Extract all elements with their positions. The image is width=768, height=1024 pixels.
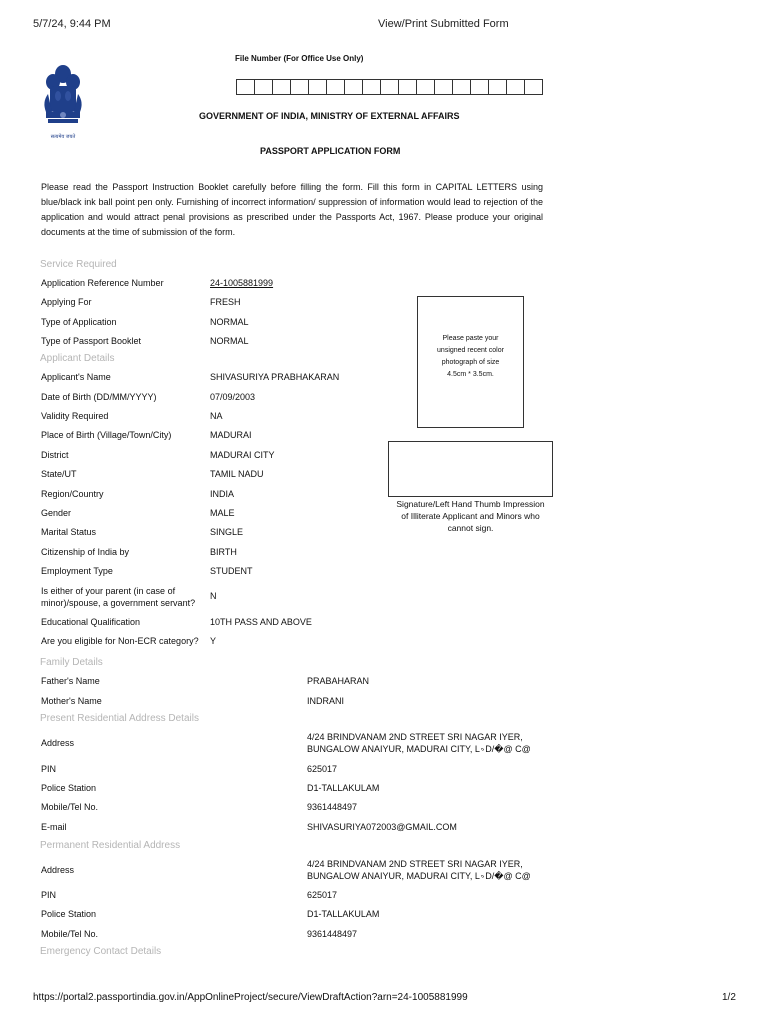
district-value: MADURAI CITY [210,450,275,460]
gender-label: Gender [41,508,72,518]
permanent-police-value: D1-TALLAKULAM [307,909,380,919]
father-name-label: Father's Name [41,676,100,686]
place-of-birth-label: Place of Birth (Village/Town/City) [41,430,172,440]
present-pin-label: PIN [41,764,57,774]
marital-status-value: SINGLE [210,527,244,537]
section-emergency-contact: Emergency Contact Details [40,946,162,957]
marital-status-label: Marital Status [41,527,97,537]
booklet-type-label: Type of Passport Booklet [41,336,142,346]
non-ecr-label: Are you eligible for Non-ECR category? [41,636,199,646]
validity-label: Validity Required [41,411,109,421]
citizenship-label: Citizenship of India by [41,547,130,557]
footer-url[interactable]: https://portal2.passportindia.gov.in/AppOnlineProject/secure/ViewDraftAction?arn=24-1005881999 [33,992,468,1003]
present-address-value: 4/24 BRINDVANAM 2ND STREET SRI NAGAR IYER, BUNGALOW ANAIYUR, MADURAI CITY, L꠶D/�@ C@ [307,732,531,754]
photo-instructions: Please paste your unsigned recent color photograph of size 4.5cm * 3.5cm. [437,335,504,378]
signature-instructions: Signature/Left Hand Thumb Impression of Illiterate Applicant and Minors who cannot sign. [396,499,545,533]
present-police-value: D1-TALLAKULAM [307,783,380,793]
employment-type-label: Employment Type [41,566,113,576]
section-service-required: Service Required [40,259,117,270]
print-page-title: View/Print Submitted Form [378,18,509,30]
employment-type-value: STUDENT [210,566,253,576]
print-datetime: 5/7/24, 9:44 PM [33,18,111,30]
citizenship-value: BIRTH [210,547,237,557]
section-applicant-details: Applicant Details [40,353,115,364]
permanent-address-label: Address [41,865,75,875]
gender-value: MALE [210,508,235,518]
applying-for-label: Applying For [41,297,92,307]
present-pin-value: 625017 [307,764,338,774]
permanent-mobile-label: Mobile/Tel No. [41,929,99,939]
father-name-value: PRABAHARAN [307,676,370,686]
education-label: Educational Qualification [41,617,141,627]
permanent-police-label: Police Station [41,909,97,919]
present-email-label: E-mail [41,822,67,832]
permanent-pin-label: PIN [41,890,57,900]
section-present-address: Present Residential Address Details [40,713,199,724]
state-value: TAMIL NADU [210,469,264,479]
applying-for-value: FRESH [210,297,241,307]
emblem-caption: सत्यमेव जयते [50,134,76,140]
district-label: District [41,450,69,460]
parent-govt-servant-label: Is either of your parent (in case of minor)/spouse, a government servant? [41,586,196,608]
government-title: GOVERNMENT OF INDIA, MINISTRY OF EXTERNAL AFFAIRS [199,111,460,121]
booklet-type-value: NORMAL [210,336,249,346]
applicant-name-label: Applicant's Name [41,372,111,382]
form-title: PASSPORT APPLICATION FORM [260,146,401,156]
arn-label: Application Reference Number [41,278,164,288]
parent-govt-servant-value: N [210,591,217,601]
permanent-mobile-value: 9361448497 [307,929,358,939]
place-of-birth-value: MADURAI [210,430,252,440]
state-label: State/UT [41,469,77,479]
education-value: 10TH PASS AND ABOVE [210,617,312,627]
present-address-label: Address [41,738,75,748]
present-email-value: SHIVASURIYA072003@GMAIL.COM [307,822,457,832]
permanent-pin-value: 625017 [307,890,338,900]
region-value: INDIA [210,489,235,499]
section-permanent-address: Permanent Residential Address [40,840,181,851]
signature-box [388,441,553,497]
footer-page-number: 1/2 [722,992,736,1003]
mother-name-value: INDRANI [307,696,345,706]
mother-name-label: Mother's Name [41,696,102,706]
arn-value: 24-1005881999 [210,278,274,288]
file-number-boxes [236,79,543,95]
file-number-label: File Number (For Office Use Only) [235,54,364,63]
present-police-label: Police Station [41,783,97,793]
validity-value: NA [210,411,223,421]
present-mobile-label: Mobile/Tel No. [41,802,99,812]
national-emblem-icon [40,62,86,144]
type-of-application-label: Type of Application [41,317,117,327]
permanent-address-value: 4/24 BRINDVANAM 2ND STREET SRI NAGAR IYER, BUNGALOW ANAIYUR, MADURAI CITY, L꠶D/�@ C@ [307,859,531,881]
applicant-name-value: SHIVASURIYA PRABHAKARAN [210,372,340,382]
dob-label: Date of Birth (DD/MM/YYYY) [41,392,157,402]
section-family-details: Family Details [40,657,103,668]
present-mobile-value: 9361448497 [307,802,358,812]
non-ecr-value: Y [210,636,217,646]
instructions-paragraph: Please read the Passport Instruction Booklet carefully before filling the form. Fill this form in CAPITAL LETTERS using blue/black ink ball point pen only. Furnishing of incorrect information/ suppression of information would lead to rejection of the application and would attract penal provisions as prescribed under the Passports Act, 1967. Please produce your original documents at the time of submission of the form. [41,182,543,237]
type-of-application-value: NORMAL [210,317,249,327]
dob-value: 07/09/2003 [210,392,256,402]
region-label: Region/Country [41,489,104,499]
